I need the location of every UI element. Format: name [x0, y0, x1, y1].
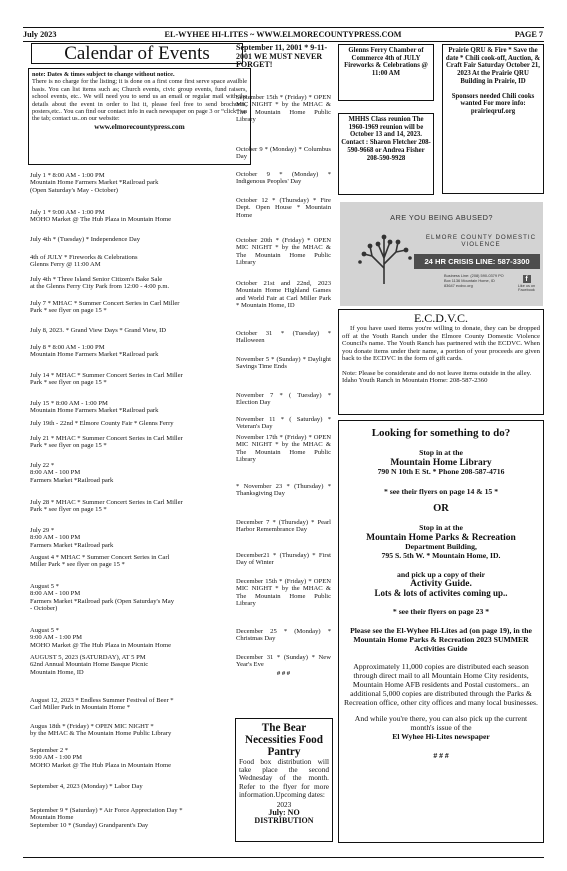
calendar-event — [30, 372, 232, 387]
library-name: Mountain Home Library — [390, 457, 492, 468]
fall-event: November 7 * ( Tuesday) * Election Day — [236, 392, 331, 407]
event-line: July 8 * 8:00 AM - 1:00 PM — [30, 344, 105, 351]
tree-logo-icon — [352, 228, 416, 286]
event-line: Carl Miller Park in Mountain Home * — [30, 704, 130, 712]
fall-event: October 31 * (Tuesday) * Halloween — [236, 330, 331, 345]
calendar-event — [30, 172, 232, 194]
bear-year: 2023 — [276, 800, 292, 810]
calendar-event — [30, 344, 232, 359]
facebook-label: Like us on Facebook — [517, 284, 536, 292]
fall-event: November 11 * ( Saturday) * Veteran's Day — [236, 416, 331, 431]
event-line: September 9 * (Saturday) * Air Force Appreciation Day * — [30, 807, 183, 814]
qru-main: Prairie QRU & Fire * Save the date * Chili cook-off, Auction, & Craft Fair Saturday October 21, 2023 At the Prairie QRU Building in Prairie, ID — [445, 47, 541, 85]
event-line: July 4th * (Tuesday) * Independence Day — [30, 236, 140, 243]
calendar-event — [30, 276, 232, 291]
fall-event: November 5 * (Sunday) * Daylight Savings Time Ends — [236, 356, 331, 371]
event-line: August 4 * MHAC * Summer Concert Series in Carl — [30, 554, 170, 561]
newspaper-name: El Wyhee Hi-Lites newspaper — [392, 731, 490, 741]
event-line: Farmers Market *Railroad park — [30, 541, 114, 549]
bear-title: The Bear Necessities Food Pantry — [245, 722, 323, 758]
event-line: Farmers Market *Railroad park — [30, 476, 114, 484]
calendar-event — [30, 654, 232, 676]
calendar-event — [30, 783, 232, 790]
event-line: August 5 * — [30, 583, 59, 590]
looking-l5: Stop in at the — [419, 523, 463, 533]
submission-note — [28, 68, 251, 165]
calendar-event — [30, 747, 232, 769]
ad-question: ARE YOU BEING ABUSED? — [390, 213, 493, 222]
looking-l9: and pick up a copy of their — [397, 569, 485, 579]
facebook-link[interactable] — [510, 275, 543, 292]
activity-guide: Activity Guide. — [410, 579, 472, 590]
issue-date: July 2023 — [23, 30, 57, 39]
fall-event: November 17th * (Friday) * OPEN MIC NIGHT * by the MHAC & The Mountain Home Public Library — [236, 434, 331, 464]
event-line: Park * see flyer on page 15 * — [30, 442, 107, 450]
event-line: by the MHAC & The Mountain Home Public Library — [30, 730, 172, 738]
event-line: 62nd Annual Mountain Home Basque Picnic — [30, 661, 149, 669]
event-line: Glenns Ferry @ 11:00 AM — [30, 261, 101, 269]
event-line: September 10 * (Sunday) Grandparent's Day — [30, 822, 149, 829]
ecdvc-box — [338, 309, 544, 415]
event-line: MOHO Market @ The Hub Plaza in Mountain Home — [30, 761, 172, 769]
bear-note: July: NO DISTRIBUTION — [254, 808, 314, 826]
bear-body: Food box distribution will take place the second Wednesday of the month. Refer to the flyer for more information.Upcoming dates: — [239, 757, 329, 799]
parks-name: Mountain Home Parks & Recreation — [366, 532, 516, 543]
fall-event: # # # — [276, 670, 291, 677]
event-line: 8:00 AM - 100 PM — [30, 534, 81, 542]
event-line: 4th of JULY * Fireworks & Celebrations — [30, 254, 138, 261]
ecdvc-note: Note: Please be considerate and do not leave items outside in the alley. — [342, 369, 532, 377]
crisis-hotline: 24 HR CRISIS LINE: 587-3300 — [414, 254, 540, 269]
event-line: July 1 * 9:00 AM - 1:00 PM — [30, 209, 105, 216]
calendar-event — [30, 697, 232, 712]
ad-org-name: ELMORE COUNTY DOMESTIC VIOLENCE — [425, 234, 537, 249]
event-line: July 29 * — [30, 527, 55, 534]
page-number: PAGE 7 — [514, 30, 543, 39]
event-line: Mountain Home, ID — [30, 668, 84, 676]
calendar-event — [30, 822, 232, 829]
ecdvc-title: E.C.D.V.C. — [413, 311, 469, 325]
event-line: 9:00 AM - 1:00 PM — [30, 634, 83, 642]
event-line: Miller Park * see flyer on page 15 * — [30, 561, 125, 569]
looking-box — [338, 420, 544, 843]
event-line: AUGUST 5, 2023 (SATURDAY), AT 5 PM — [30, 654, 146, 661]
event-line: July 8, 2023. * Grand View Days * Grand View, ID — [30, 327, 167, 334]
fall-event: December 31 * (Sunday) * New Year's Eve — [236, 654, 331, 669]
library-flyers: * see their flyers on page 14 & 15 * — [383, 486, 499, 496]
fall-event: December 25 * (Monday) * Christmas Day — [236, 628, 331, 643]
event-line: 8:00 AM - 100 PM — [30, 590, 81, 598]
library-address: 790 N 10th E St. * Phone 208-587-4716 — [377, 466, 505, 476]
looking-end: # # # — [433, 750, 449, 760]
event-line: July 4th * Three Island Senior Citizen's Bake Sale — [30, 276, 163, 283]
fall-event: December 7 * (Thursday) * Pearl Harbor Remembrance Day — [236, 519, 331, 534]
glenns-ferry-box: Glenns Ferry Chamber of Commerce 4th of JULY Fireworks & Celebrations @ 11:00 AM — [338, 44, 434, 101]
nine-eleven-heading: September 11, 2001 * 9-11-2001 WE MUST NEVER FORGET! — [236, 43, 328, 70]
event-line: September 2 * — [30, 747, 69, 754]
fall-event: September 15th * (Friday) * OPEN MIC NIGHT * by the MHAC & The Mountain Home Public Library — [236, 94, 331, 124]
note-body: There is no charge for the listing; it is done on a first come first serve space availble basis. You can list items such as; Church events, civic group events, fund raisers, school events, etc.. We will need you to send us an email or regular mail with the details about the event in order to list it, please feel free to send brochures, posters,etc.. You can find our contact info in each newspaper on page 3 or “click” on the tab; contact us..on our website: — [32, 78, 247, 123]
header-rule — [23, 41, 544, 42]
event-line: July 14 * MHAC * Summer Concert Series in Carl Miller — [30, 372, 183, 379]
event-line: 8:00 AM - 100 PM — [30, 469, 81, 477]
looking-l11: Lots & lots of activites coming up.. — [374, 588, 508, 599]
calendar-event — [30, 420, 232, 427]
calendar-event — [30, 400, 232, 415]
fall-event: October 20th * (Friday) * OPEN MIC NIGHT * by the MHAC & The Mountain Home Public Library — [236, 237, 331, 267]
looking-l1: Stop in at the — [419, 448, 463, 457]
or-label: OR — [433, 503, 449, 515]
top-rule — [23, 27, 544, 28]
calendar-event — [30, 462, 232, 484]
event-line: Mountain Home Farmers Market *Railroad park — [30, 407, 159, 415]
ecdvc-body: If you have used items you're willing to donate, they can be dropped off at the Youth Ranch under the Elmore County Domestic Violence Council's name. The Youth Ranch has partnered with the ECDVC. When you donate items under their name, a portion of your proceeds are given back to the ECDVC in the form of gift cards. — [342, 325, 540, 362]
event-line: September 4, 2023 (Monday) * Labor Day — [30, 783, 143, 790]
mhhs-reunion-box: MHHS Class reunion The 1960-1969 reunion will be October 13 and 14, 2023. Contact : Sharon Fletcher 208-590-9668 or Andrea Fisher 208-590-9928 — [338, 113, 434, 195]
note-heading: note: Dates & times subject to change without notice. — [32, 71, 175, 78]
event-line: Farmers Market *Railroad park (Open Saturday's May — [30, 597, 175, 605]
event-line: July 28 * MHAC * Summer Concert Series in Carl Miller — [30, 499, 183, 506]
calendar-event — [30, 435, 232, 450]
calendar-event — [30, 327, 232, 334]
calendar-event — [30, 209, 232, 224]
event-line: - October) — [30, 605, 58, 613]
ecdvc-contact: Idaho Youth Ranch in Mountain Home: 208-587-2360 — [342, 377, 488, 384]
event-line: July 21 * MHAC * Summer Concert Series in Carl Miller — [30, 435, 183, 442]
parks-dept: Department Building, — [405, 541, 477, 551]
calendar-event — [30, 723, 232, 738]
facebook-icon: f — [523, 275, 531, 283]
fall-event: * November 23 * (Thursday) * Thanksgiving Day — [236, 483, 331, 498]
bear-pantry-box — [235, 718, 333, 842]
prairie-qru-box — [442, 44, 544, 194]
event-line: (Open Saturday's May - October) — [30, 186, 118, 194]
masthead: EL-WYHEE HI-LITES ~ WWW.ELMORECOUNTYPRESS.COM — [164, 30, 402, 39]
calendar-event — [30, 254, 232, 269]
calendar-event — [30, 807, 232, 822]
event-line: 9:00 AM - 1:00 PM — [30, 754, 83, 762]
calendar-event — [30, 527, 232, 549]
looking-title: Looking for something to do? — [371, 427, 511, 439]
event-line: July 19th - 22nd * Elmore County Fair * Glenns Ferry — [30, 420, 174, 427]
fall-event: December21 * (Thursday) * First Day of Winter — [236, 552, 331, 567]
event-line: Park * see flyer on page 15 * — [30, 379, 107, 387]
calendar-event — [30, 554, 232, 569]
calendar-event — [30, 627, 232, 649]
pickup-info: And while you're there, you can also pick up the current month's issue of the — [354, 714, 528, 733]
ad-address: Business Line: (208) 590-0379 PO Box 1136 Mountain Home, ID 83647 ecdvc.org — [444, 273, 504, 288]
event-line: July 7 * MHAC * Summer Concert Series in Carl Miller — [30, 300, 180, 307]
parks-flyers: * see their flyers on page 23 * — [392, 607, 490, 617]
event-line: Mountain Home Farmers Market *Railroad park — [30, 351, 159, 359]
page-header — [23, 29, 543, 41]
fall-event: October 21st and 22nd, 2023 Mountain Home Highland Games and World Fair at Carl Miller Park * Mountain Home, ID — [236, 280, 331, 310]
calendar-event — [30, 300, 232, 315]
event-line: July 15 * 8:00 AM - 1:00 PM — [30, 400, 108, 407]
event-line: MOHO Market @ The Hub Plaza in Mountain Home — [30, 216, 172, 224]
bottom-rule — [23, 857, 544, 858]
qru-sponsors: Sponsors needed Chili cooks wanted For more info: prairieqruf.org — [451, 92, 535, 115]
website-url[interactable]: www.elmorecountypress.com — [94, 121, 185, 131]
fall-event: October 9 * (Monday) * Columbus Day — [236, 146, 331, 161]
distribution-info: Approximately 11,000 copies are distributed each season through direct mail to all Mountain Home City residents, Mountain Home AFB residents and Postal customers.. an additional 5,000 copies are distributed through the Parks & Recreation office, other city offices and many local businesses. — [344, 662, 538, 707]
event-line: at the Glenns Ferry City Park from 12:00 - 4:00 p.m. — [30, 283, 170, 291]
event-line: August 12, 2023 * Endless Summer Festival of Beer * — [30, 697, 174, 704]
event-line: August 5 * — [30, 627, 59, 634]
event-line: Park * see flyer on page 15 * — [30, 307, 107, 315]
fall-event: October 12 * (Thursday) * Fire Dept. Open House * Mountain Home — [236, 197, 331, 219]
fall-event: December 15th * (Friday) * OPEN MIC NIGHT * by the MHAC & The Mountain Home Public Library — [236, 578, 331, 608]
ad-reference: Please see the El-Wyhee Hi-Lites ad (on page 19), in the Mountain Home Parks & Recreation 2023 SUMMER Activities Guide — [350, 625, 532, 653]
event-line: July 1 * 8:00 AM - 1:00 PM — [30, 172, 105, 179]
event-line: Park * see flyer on page 15 * — [30, 506, 107, 514]
event-line: MOHO Market @ The Hub Plaza in Mountain Home — [30, 641, 172, 649]
domestic-violence-ad — [340, 202, 543, 306]
fall-event: October 9 * (Monday) * Indigenous Peoples' Day — [236, 171, 331, 186]
parks-address: 795 S. 5th W. * Mountain Home, ID. — [381, 550, 501, 560]
event-line: Mountain Home Farmers Market *Railroad park — [30, 179, 159, 187]
calendar-title: Calendar of Events — [31, 43, 243, 64]
event-line: Mountain Home — [30, 814, 74, 822]
event-line: Augus 18th * (Friday) * OPEN MIC NIGHT * — [30, 723, 154, 730]
calendar-event — [30, 583, 232, 613]
calendar-event — [30, 499, 232, 514]
event-line: July 22 * — [30, 462, 55, 469]
calendar-event — [30, 236, 232, 243]
